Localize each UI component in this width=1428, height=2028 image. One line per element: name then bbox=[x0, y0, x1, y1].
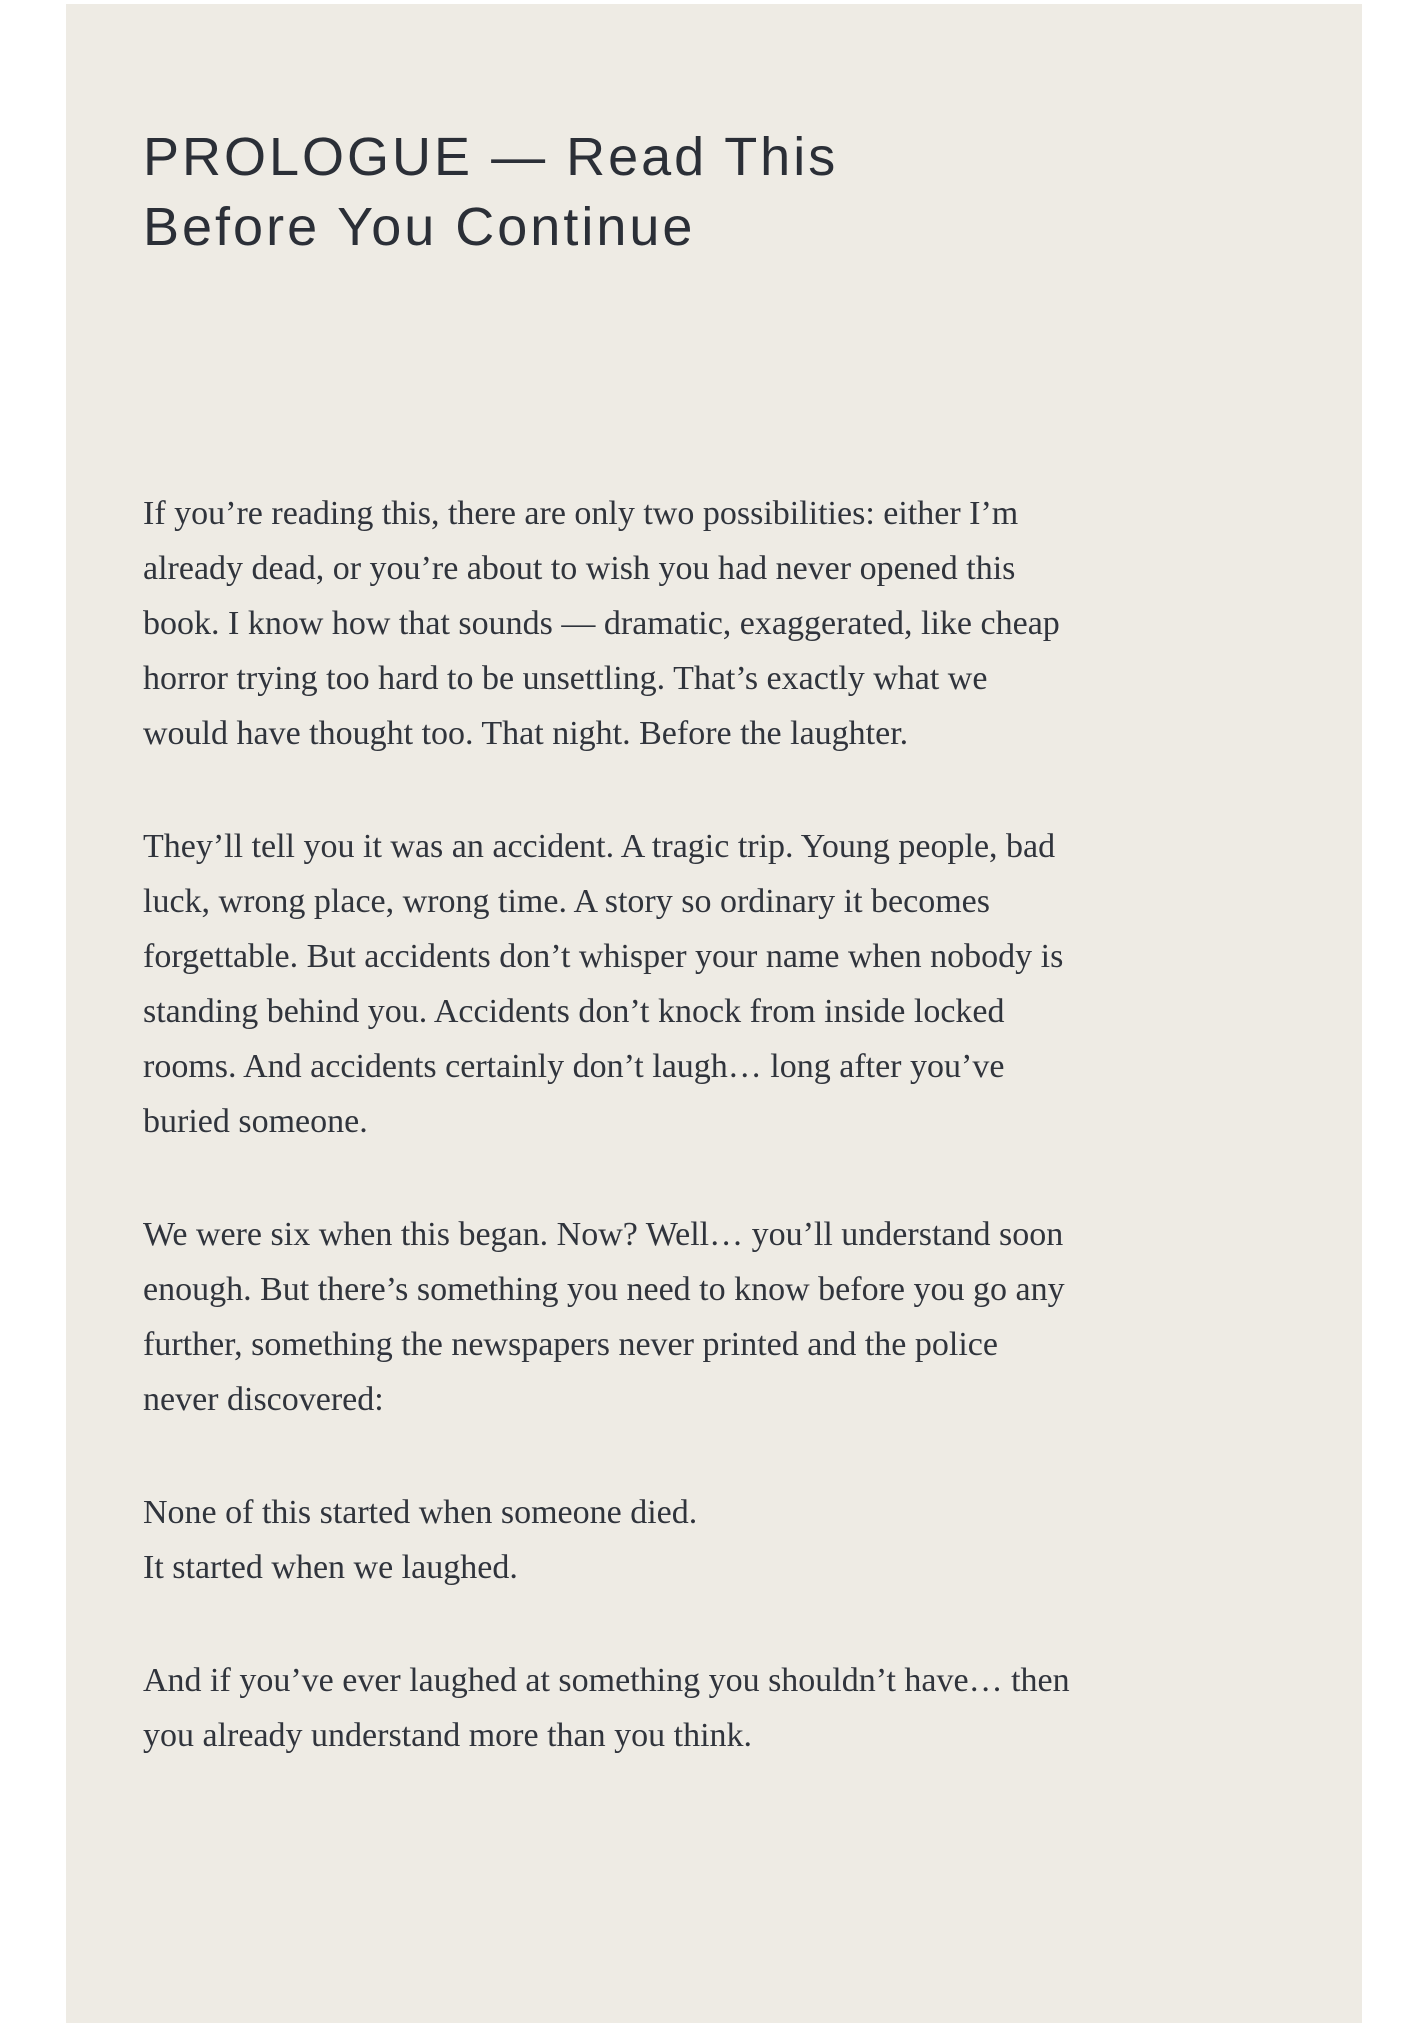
text-line: buried someone. bbox=[143, 1103, 368, 1140]
paragraph bbox=[143, 1653, 1070, 1763]
text-line: And if you’ve ever laughed at something you shouldn’t have… then bbox=[143, 1662, 1070, 1699]
text-line: If you’re reading this, there are only two possibilities: either I’m bbox=[143, 495, 1019, 532]
page-panel bbox=[66, 4, 1362, 2023]
text-line: rooms. And accidents certainly don’t laugh… long after you’ve bbox=[143, 1048, 1005, 1085]
page-title bbox=[143, 122, 1282, 262]
paragraph bbox=[143, 819, 1064, 1149]
text-line: standing behind you. Accidents don’t knock from inside locked bbox=[143, 993, 1005, 1030]
paragraph bbox=[143, 1485, 1043, 1595]
title-line: PROLOGUE — Read This bbox=[143, 127, 839, 187]
paragraph bbox=[143, 1207, 1065, 1427]
paragraph bbox=[143, 486, 1060, 761]
title-line: Before You Continue bbox=[143, 197, 696, 257]
text-line: would have thought too. That night. Before the laughter. bbox=[143, 715, 909, 752]
text-line: further, something the newspapers never printed and the police bbox=[143, 1326, 998, 1363]
text-line: horror trying too hard to be unsettling. That’s exactly what we bbox=[143, 660, 988, 697]
page-content bbox=[66, 4, 1362, 1763]
body-text bbox=[143, 486, 1070, 1763]
text-line: already dead, or you’re about to wish you had never opened this bbox=[143, 550, 1016, 587]
text-line: never discovered: bbox=[143, 1381, 384, 1418]
text-line: book. I know how that sounds — dramatic, exaggerated, like cheap bbox=[143, 605, 1060, 642]
text-line: you already understand more than you think. bbox=[143, 1717, 753, 1754]
text-line: forgettable. But accidents don’t whisper your name when nobody is bbox=[143, 938, 1064, 975]
text-line: They’ll tell you it was an accident. A tragic trip. Young people, bad bbox=[143, 828, 1056, 865]
text-line: We were six when this began. Now? Well… you’ll understand soon bbox=[143, 1216, 1064, 1253]
text-line: enough. But there’s something you need to know before you go any bbox=[143, 1271, 1065, 1308]
text-line: It started when we laughed. bbox=[143, 1549, 518, 1586]
text-line: luck, wrong place, wrong time. A story so ordinary it becomes bbox=[143, 883, 990, 920]
text-line: None of this started when someone died. bbox=[143, 1494, 698, 1531]
